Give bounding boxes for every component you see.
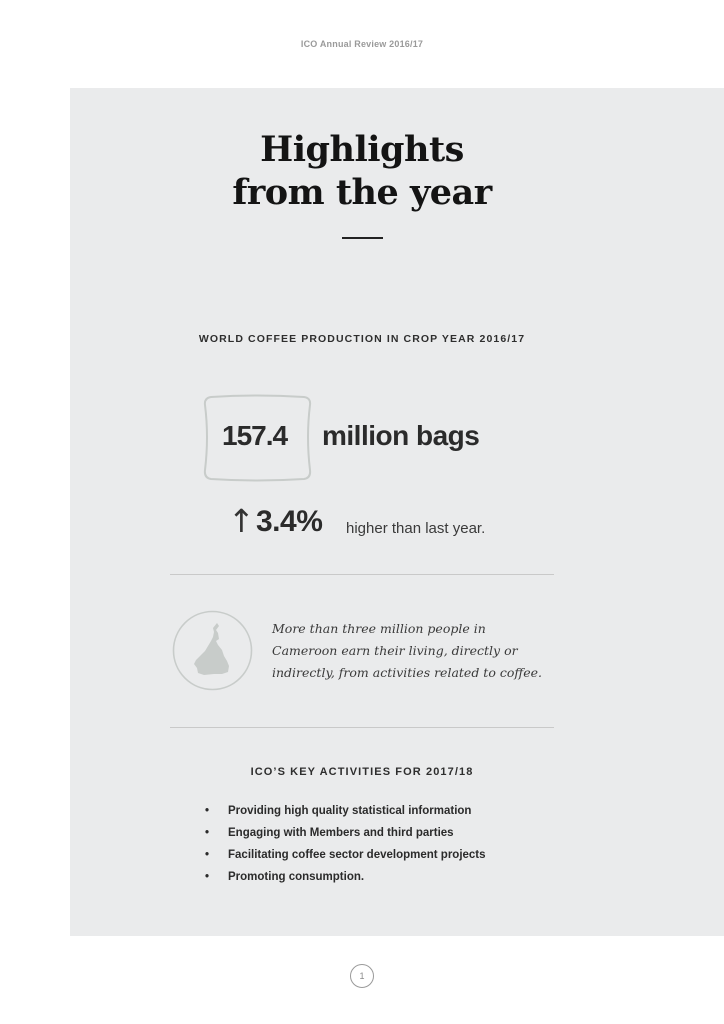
list-item-text: Promoting consumption.	[228, 871, 365, 883]
list-item	[205, 800, 486, 822]
list-item	[205, 822, 486, 844]
production-value: 157.4	[222, 420, 288, 451]
list-item-text: Engaging with Members and third parties	[228, 827, 454, 839]
change-value: 3.4%	[256, 505, 323, 538]
page-title-line-2: from the year	[232, 172, 492, 213]
activities-list	[205, 800, 486, 888]
activities-heading: ICO’S KEY ACTIVITIES FOR 2017/18	[250, 766, 474, 778]
divider-top	[170, 574, 554, 575]
running-header: ICO Annual Review 2016/17	[300, 39, 424, 49]
bullet: •	[205, 849, 210, 861]
list-item-text: Facilitating coffee sector development projects	[228, 849, 486, 861]
divider-bottom	[170, 727, 554, 728]
cameroon-map-icon	[172, 610, 253, 691]
production-label: WORLD COFFEE PRODUCTION IN CROP YEAR 2016/17	[198, 333, 526, 345]
list-item-text: Providing high quality statistical information	[228, 805, 472, 817]
page-number: 1	[350, 964, 374, 988]
bullet: •	[205, 871, 210, 883]
list-item	[205, 844, 486, 866]
list-item	[205, 866, 486, 888]
page-title-line-1: Highlights	[260, 129, 464, 170]
up-arrow-icon: ↑	[228, 502, 255, 540]
page-title	[0, 128, 724, 214]
cameroon-fact: More than three million people in Cameroon earn their living, directly or indirectly, from activities related to coffee.	[272, 621, 542, 680]
title-underline	[342, 237, 383, 239]
bullet: •	[205, 827, 210, 839]
change-text: higher than last year.	[346, 520, 486, 537]
bullet: •	[205, 805, 210, 817]
production-unit: million bags	[322, 420, 480, 451]
